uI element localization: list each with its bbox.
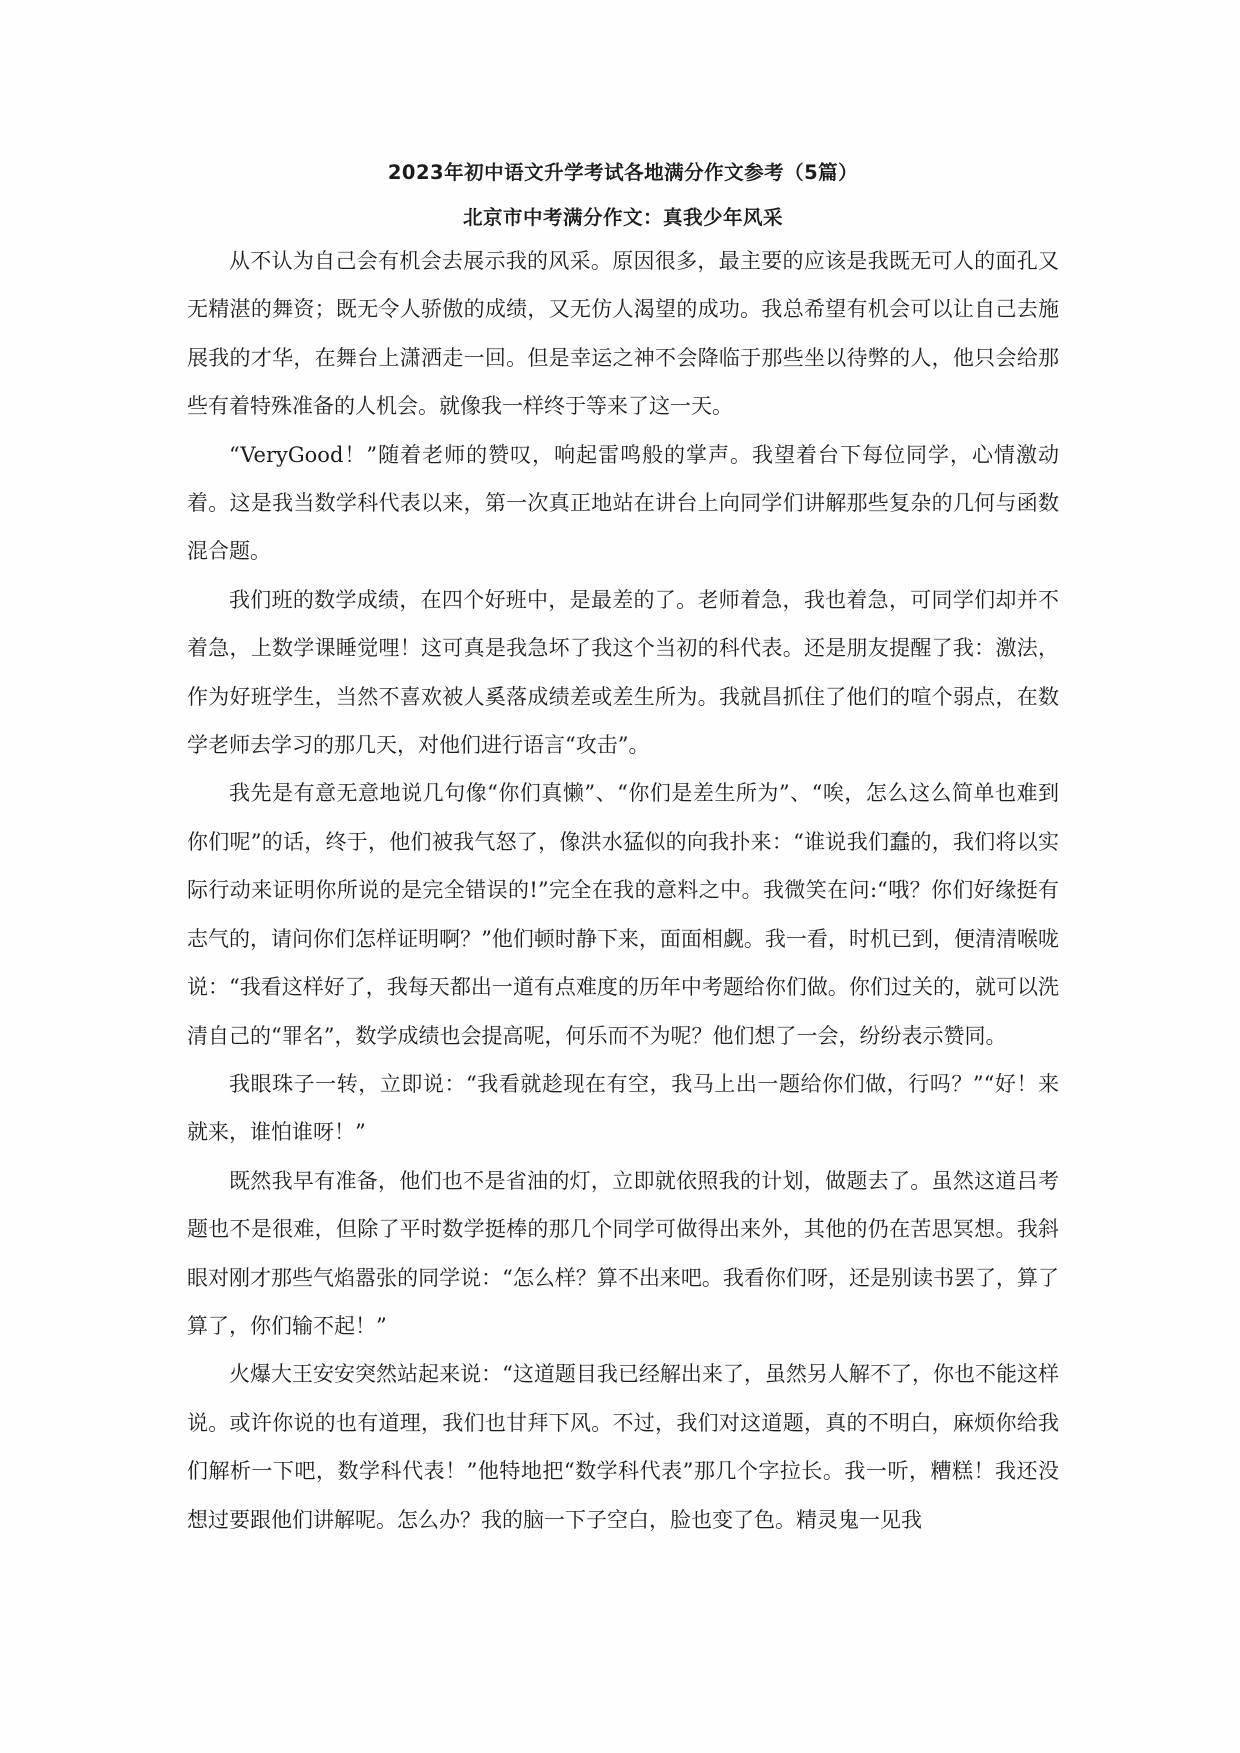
paragraph-6: 既然我早有准备，他们也不是省油的灯，立即就依照我的计划，做题去了。虽然这道吕考题也不是很难，但除了平时数学挺棒的那几个同学可做得出来外，其他的仍在苦思冥想。我斜眼对刚才那些气焰嚣张的同学说：“怎么样？算不出来吧。我看你们呀，还是别读书罢了，算了算了，你们输不起！” xyxy=(187,1168,1059,1338)
essay-title: 北京市中考满分作文：真我少年风采 xyxy=(462,206,783,229)
paragraph-5: 我眼珠子一转，立即说：“我看就趁现在有空，我马上出一题给你们做，行吗？”“好！来就来，谁怕谁呀！” xyxy=(187,1071,1059,1145)
paragraph-1: 从不认为自己会有机会去展示我的风采。原因很多，最主要的应该是我既无可人的面孔又无精湛的舞资；既无令人骄傲的成绩，又无仿人渴望的成功。我总希望有机会可以让自己去施展我的才华，在舞台上潇洒走一回。但是幸运之神不会降临于那些坐以待弊的人，他只会给那些有着特殊准备的人机会。就像我一样终于等来了这一天。 xyxy=(187,249,1059,419)
paragraph-7: 火爆大王安安突然站起来说：“这道题目我已经解出来了，虽然另人解不了，你也不能这样说。或许你说的也有道理，我们也甘拜下风。不过，我们对这道题，真的不明白，麻烦你给我们解析一下吧，数学科代表！”他特地把“数学科代表”那几个字拉长。我一听，糟糕！我还没想过要跟他们讲解呢。怎么办？我的脑一下子空白，脸也变了色。精灵鬼一见我 xyxy=(187,1362,1059,1532)
paragraph-2: “VeryGood！”随着老师的赞叹，响起雷鸣般的掌声。我望着台下每位同学，心情激动着。这是我当数学科代表以来，第一次真正地站在讲台上向同学们讲解那些复杂的几何与函数混合题。 xyxy=(187,442,1059,564)
paragraph-3: 我们班的数学成绩，在四个好班中，是最差的了。老师着急，我也着急，可同学们却并不着急，上数学课睡觉哩！这可真是我急坏了我这个当初的科代表。还是朋友提醒了我：激法，作为好班学生，当然不喜欢被人奚落成绩差或差生所为。我就昌抓住了他们的喧个弱点，在数学老师去学习的那几天，对他们进行语言“攻击”。 xyxy=(187,587,1059,758)
essay-body xyxy=(187,237,1059,1544)
paragraph-4: 我先是有意无意地说几句像“你们真懒”、“你们是差生所为”、“唉，怎么这么简单也难到你们呢”的话，终于，他们被我气怒了，像洪水猛似的向我扑来：“谁说我们蠢的，我们将以实际行动来证明你所说的是完全错误的!”完全在我的意料之中。我微笑在问:“哦？你们好缘挺有志气的，请问你们怎样证明啊？”他们顿时静下来，面面相觑。我一看，时机已到，便清清喉咙说：“我看这样好了，我每天都出一道有点难度的历年中考题给你们做。你们过关的，就可以洗清自己的“罪名”，数学成绩也会提高呢，何乐而不为呢？他们想了一会，纷纷表示赞同。 xyxy=(187,781,1059,1048)
document-title: 2023年初中语文升学考试各地满分作文参考（5篇） xyxy=(387,161,859,184)
document-content xyxy=(187,160,1059,1544)
